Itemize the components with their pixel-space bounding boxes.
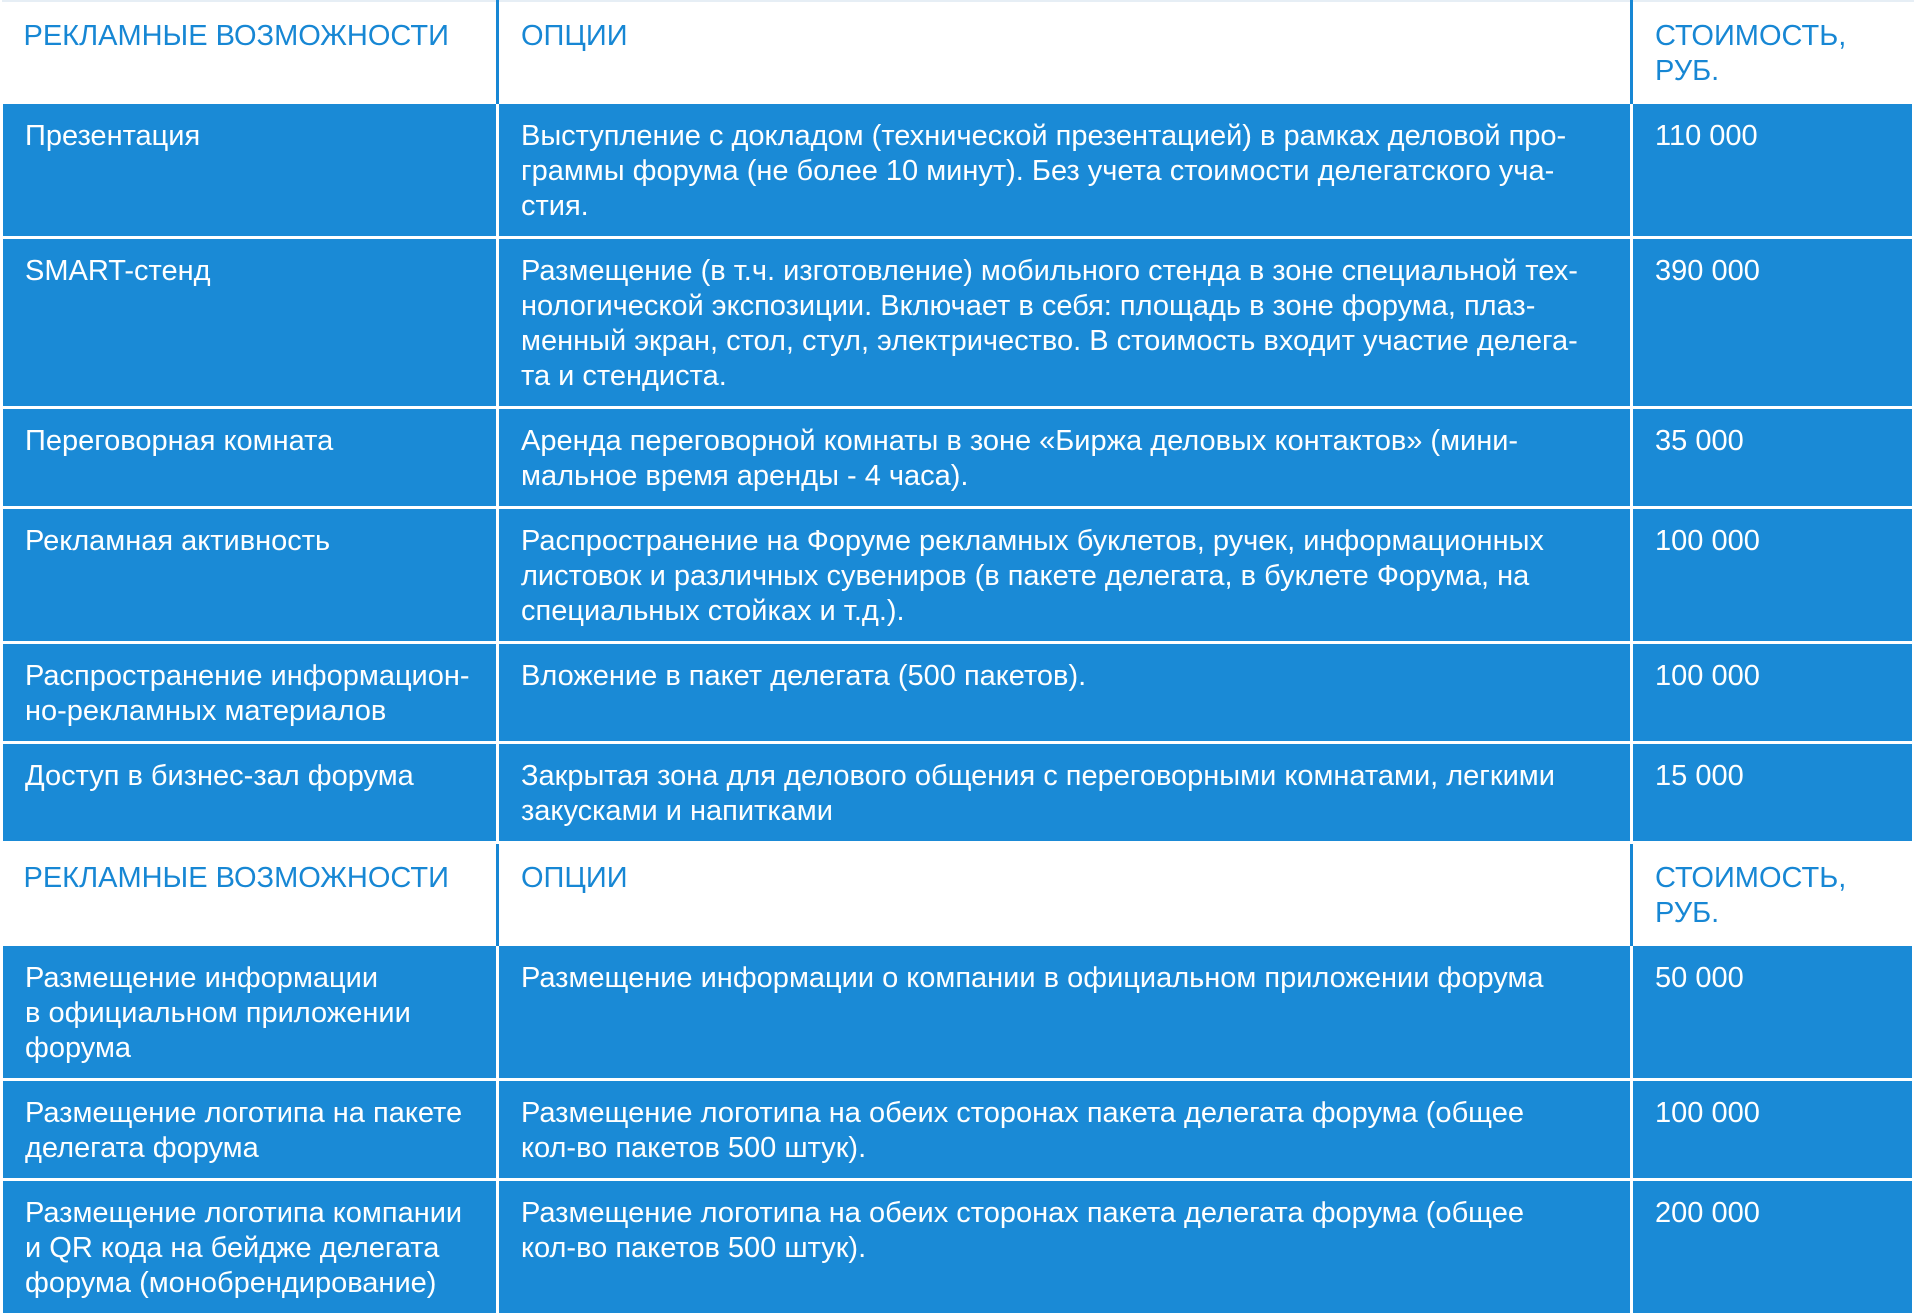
table-header-row [2,1,1914,103]
row-name: SMART-стенд [2,238,498,408]
header-options: ОПЦИИ [498,843,1632,945]
row-price: 110 000 [1632,103,1914,238]
row-options: Размещение информации о компании в официальном приложении форума [498,945,1632,1080]
header-options: ОПЦИИ [498,1,1632,103]
table-row [2,1180,1914,1315]
table-row [2,743,1914,843]
row-options: Вложение в пакет делегата (500 пакетов). [498,643,1632,743]
row-price: 50 000 [1632,945,1914,1080]
row-name: Переговорная комната [2,408,498,508]
row-name: Распространение информацион- но-рекламных материалов [2,643,498,743]
row-price: 200 000 [1632,1180,1914,1315]
table-row [2,945,1914,1080]
row-options: Закрытая зона для делового общения с переговорными комнатами, легкими закусками и напитками [498,743,1632,843]
row-options: Выступление с докладом (технической презентацией) в рамках деловой про- граммы форума (не более 10 минут). Без учета стоимости делегатского уча- стия. [498,103,1632,238]
row-options: Размещение логотипа на обеих сторонах пакета делегата форума (общее кол-во пакетов 500 штук). [498,1180,1632,1315]
row-price: 100 000 [1632,508,1914,643]
row-price: 15 000 [1632,743,1914,843]
header-advertising-opportunities: РЕКЛАМНЫЕ ВОЗМОЖНОСТИ [2,843,498,945]
row-name: Доступ в бизнес-зал форума [2,743,498,843]
table-row [2,238,1914,408]
row-price: 390 000 [1632,238,1914,408]
row-name: Презентация [2,103,498,238]
row-name: Размещение логотипа на пакете делегата форума [2,1080,498,1180]
row-options: Аренда переговорной комнаты в зоне «Биржа деловых контактов» (мини- мальное время аренды - 4 часа). [498,408,1632,508]
row-price: 100 000 [1632,1080,1914,1180]
table-row [2,408,1914,508]
header-advertising-opportunities: РЕКЛАМНЫЕ ВОЗМОЖНОСТИ [2,1,498,103]
row-name: Размещение логотипа компании и QR кода на бейдже делегата форума (монобрендирование) [2,1180,498,1315]
row-options: Размещение (в т.ч. изготовление) мобильного стенда в зоне специальной тех- нологической экспозиции. Включает в себя: площадь в зоне форума, плаз- менный экран, стол, стул, электричество. В стоимость входит участие делега- та и стендиста. [498,238,1632,408]
table-row [2,1080,1914,1180]
table-header-row [2,843,1914,945]
row-price: 35 000 [1632,408,1914,508]
table-row [2,103,1914,238]
row-name: Рекламная активность [2,508,498,643]
header-cost: СТОИМОСТЬ, РУБ. [1632,843,1914,945]
row-options: Размещение логотипа на обеих сторонах пакета делегата форума (общее кол-во пакетов 500 штук). [498,1080,1632,1180]
row-price: 100 000 [1632,643,1914,743]
row-name: Размещение информации в официальном приложении форума [2,945,498,1080]
table-row [2,508,1914,643]
header-cost: СТОИМОСТЬ, РУБ. [1632,1,1914,103]
row-options: Распространение на Форуме рекламных буклетов, ручек, информационных листовок и различных сувениров (в пакете делегата, в буклете Форума, на специальных стойках и т.д.). [498,508,1632,643]
table-row [2,643,1914,743]
